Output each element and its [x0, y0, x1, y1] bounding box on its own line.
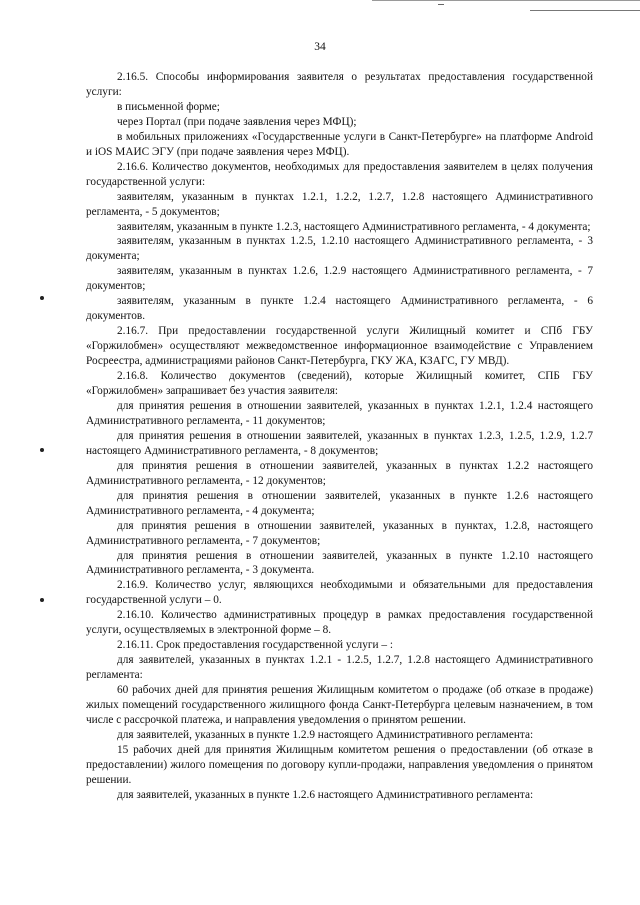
paragraph: для принятия решения в отношении заявителей, указанных в пунктах 1.2.1, 1.2.4 настоящего Административного регламента, - 11 документов;: [86, 399, 593, 427]
paragraph: 2.16.9. Количество услуг, являющихся необходимыми и обязательными для предоставления государственной услуги – 0.: [86, 579, 593, 607]
paragraph: 15 рабочих дней для принятия Жилищным комитетом решения о предоставлении (об отказе в предоставлении) жилого помещения по договору купли-продажи, направления уведомления о принятом решении.: [86, 743, 593, 786]
margin-mark: [40, 296, 44, 300]
paragraph: 2.16.7. При предоставлении государственной услуги Жилищный комитет и СПб ГБУ «Горжилобмен» осуществляют межведомственное информационное взаимодействие с Управлением Росреестра, администрациями районов Санкт-Петербурга, ГКУ ЖА, КЗАГС, ГУ МВД).: [86, 325, 593, 368]
scan-edge-line: [530, 10, 640, 11]
paragraph: для заявителей, указанных в пунктах 1.2.1 - 1.2.5, 1.2.7, 1.2.8 настоящего Административного регламента:: [86, 654, 593, 682]
paragraph: заявителям, указанным в пунктах 1.2.1, 1.2.2, 1.2.7, 1.2.8 настоящего Административного регламента, - 5 документов;: [86, 190, 593, 218]
paragraph: 2.16.8. Количество документов (сведений), которые Жилищный комитет, СПБ ГБУ «Горжилобмен» запрашивает без участия заявителя:: [86, 370, 593, 398]
margin-mark: [40, 448, 44, 452]
paragraph: для принятия решения в отношении заявителей, указанных в пунктах 1.2.2 настоящего Административного регламента, - 12 документов;: [86, 459, 593, 487]
paragraph: 60 рабочих дней для принятия решения Жилищным комитетом о продаже (об отказе в продаже) жилых помещений государственного жилищного фонда Санкт-Петербурга целевым назначением, в том числе с рассрочкой платежа, и направления уведомления о принятом решении.: [86, 684, 593, 726]
paragraph: для принятия решения в отношении заявителей, указанных в пункте 1.2.10 настоящего Административного регламента, - 3 документа.: [86, 549, 593, 577]
margin-mark: [40, 598, 44, 602]
paragraph: в мобильных приложениях «Государственные услуги в Санкт-Петербурге» на платформе Android и iOS МАИС ЭГУ (при подаче заявления через МФЦ).: [86, 130, 593, 158]
paragraph: для принятия решения в отношении заявителей, указанных в пунктах, 1.2.8, настоящего Административного регламента, - 7 документов;: [86, 519, 593, 547]
paragraph: 2.16.5. Способы информирования заявителя о результатах предоставления государственной услуги:: [86, 71, 593, 98]
paragraph: для принятия решения в отношении заявителей, указанных в пункте 1.2.6 настоящего Административного регламента, - 4 документа;: [86, 489, 593, 517]
scan-edge-line: [438, 4, 444, 5]
paragraph: заявителям, указанным в пунктах 1.2.5, 1.2.10 настоящего Административного регламента, - 3 документа;: [86, 235, 593, 263]
scan-edge-line: [372, 0, 640, 1]
paragraph: для принятия решения в отношении заявителей, указанных в пунктах 1.2.3, 1.2.5, 1.2.9, 1.2.7 настоящего Административного регламента, - 8 документов;: [86, 429, 593, 457]
paragraph: для заявителей, указанных в пункте 1.2.9 настоящего Административного регламента:: [117, 728, 534, 741]
paragraph: заявителям, указанным в пункте 1.2.4 настоящего Административного регламента, - 6 документов.: [86, 295, 593, 323]
paragraph: 2.16.11. Срок предоставления государственной услуги – :: [117, 639, 393, 652]
paragraph: для заявителей, указанных в пункте 1.2.6 настоящего Административного регламента:: [117, 788, 534, 801]
paragraph: заявителям, указанным в пункте 1.2.3, настоящего Административного регламента, - 4 документа;: [117, 220, 591, 233]
paragraph: заявителям, указанным в пунктах 1.2.6, 1.2.9 настоящего Административного регламента, - 7 документов;: [86, 265, 593, 293]
document-body: [86, 70, 593, 803]
paragraph: в письменной форме;: [117, 100, 220, 113]
paragraph: 2.16.10. Количество административных процедур в рамках предоставления государственной услуги, осуществляемых в электронной форме – 8.: [86, 609, 593, 637]
paragraph: 2.16.6. Количество документов, необходимых для предоставления заявителем в целях получения государственной услуги:: [86, 160, 593, 188]
paragraph: через Портал (при подаче заявления через МФЦ);: [117, 115, 357, 128]
page-number: 34: [314, 41, 326, 53]
